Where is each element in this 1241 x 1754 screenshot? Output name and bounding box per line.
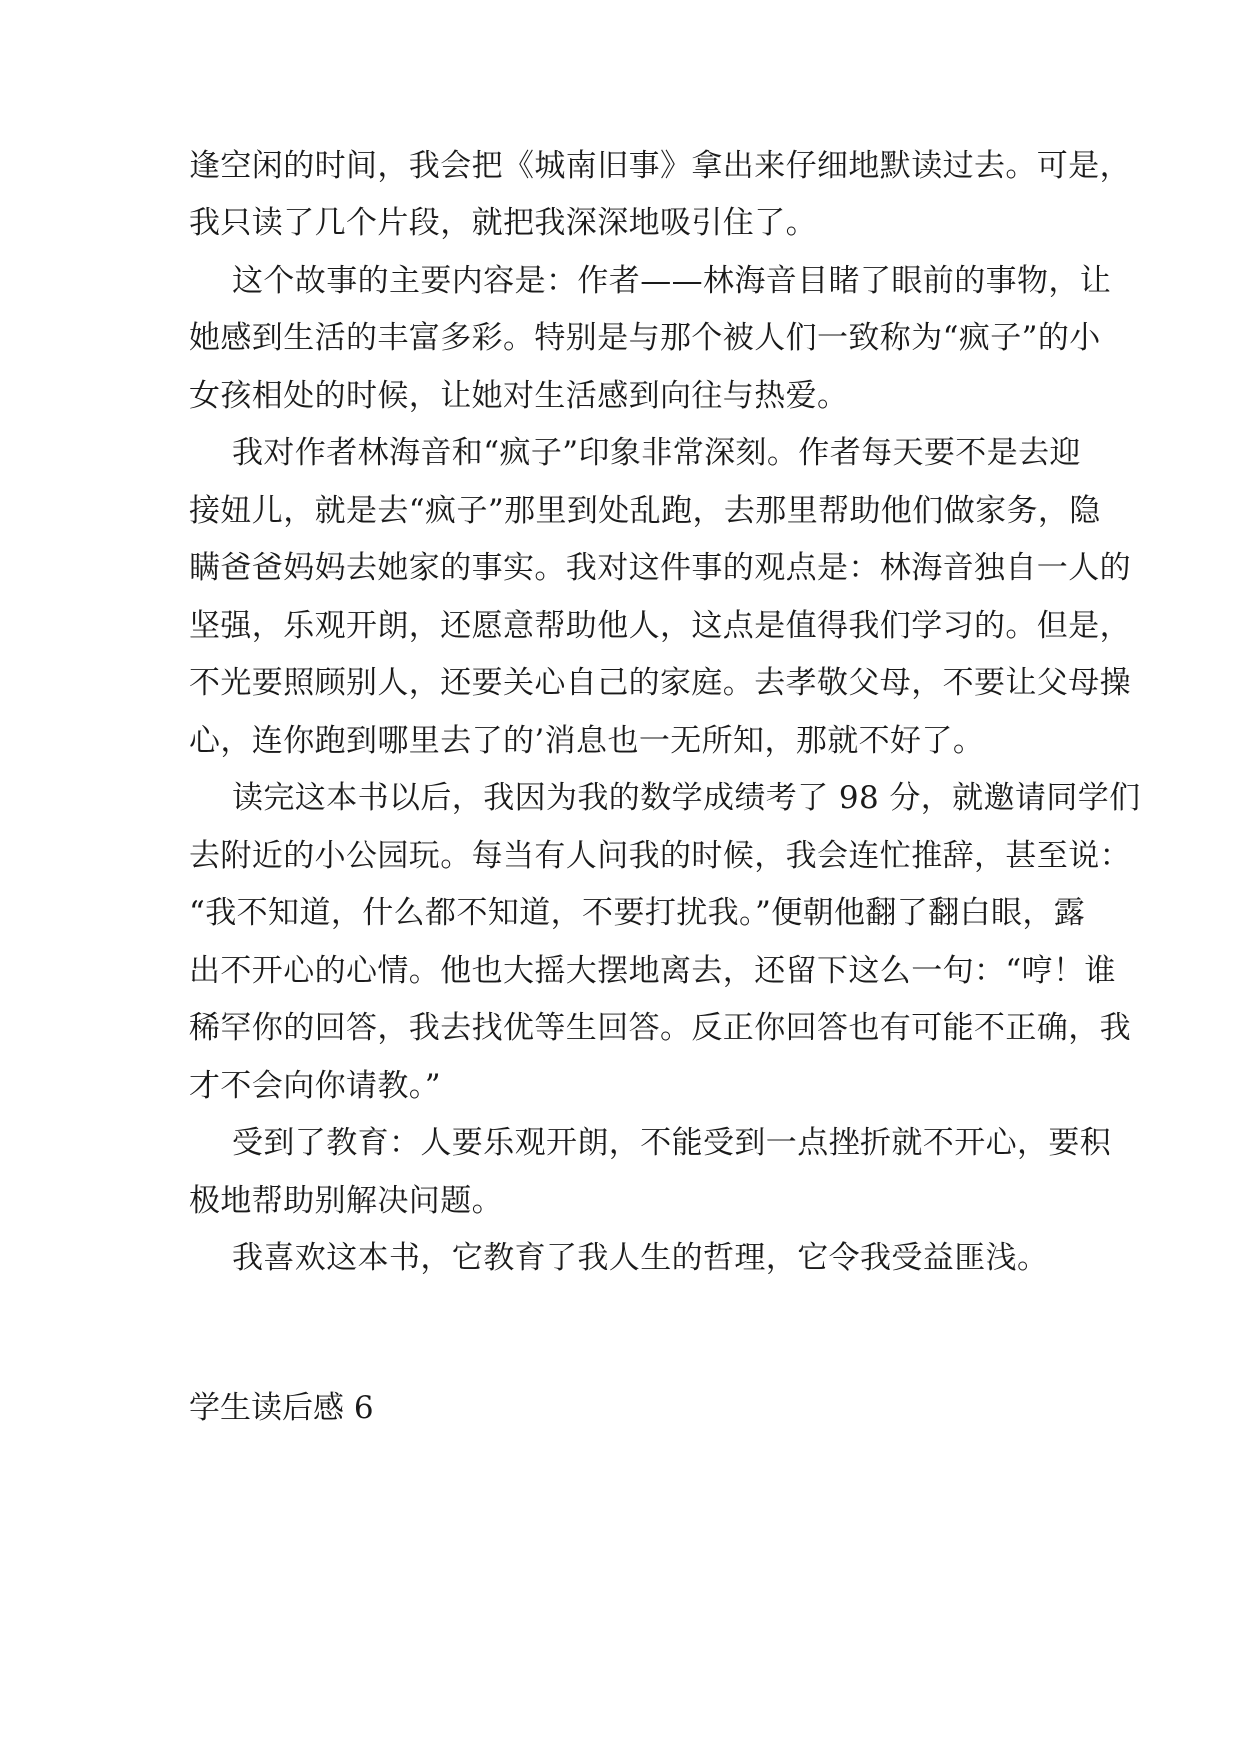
text-line: 读完这本书以后，我因为我的数学成绩考了 98 分，就邀请同学们 <box>232 780 1141 816</box>
section-heading: 学生读后感 6 <box>189 1390 374 1426</box>
text-line: “我不知道，什么都不知道，不要打扰我。”便朝他翻了翻白眼，露 <box>189 895 1086 931</box>
text-line: 这个故事的主要内容是：作者——林海音目睹了眼前的事物，让 <box>232 263 1112 299</box>
text-line: 出不开心的心情。他也大摇大摆地离去，还留下这么一句：“哼！谁 <box>189 953 1116 989</box>
text-line: 瞒爸爸妈妈去她家的事实。我对这件事的观点是：林海音独自一人的 <box>189 550 1131 586</box>
text-line: 心，连你跑到哪里去了的’消息也一无所知，那就不好了。 <box>189 723 985 759</box>
text-line: 不光要照顾别人，还要关心自己的家庭。去孝敬父母，不要让父母操 <box>189 665 1131 701</box>
text-line: 逢空闲的时间，我会把《城南旧事》拿出来仔细地默读过去。可是， <box>189 148 1131 184</box>
text-line: 我只读了几个片段，就把我深深地吸引住了。 <box>189 205 817 241</box>
text-line: 才不会向你请教。” <box>189 1068 441 1104</box>
text-line: 去附近的小公园玩。每当有人问我的时候，我会连忙推辞，甚至说： <box>189 838 1131 874</box>
text-line: 我喜欢这本书，它教育了我人生的哲理，它令我受益匪浅。 <box>232 1240 1049 1276</box>
text-line: 受到了教育：人要乐观开朗，不能受到一点挫折就不开心，要积 <box>232 1125 1112 1161</box>
text-line: 接妞儿，就是去“疯子”那里到处乱跑，去那里帮助他们做家务，隐 <box>189 493 1101 529</box>
text-line: 她感到生活的丰富多彩。特别是与那个被人们一致称为“疯子”的小 <box>189 320 1101 356</box>
text-line: 坚强，乐观开朗，还愿意帮助他人，这点是值得我们学习的。但是， <box>189 608 1131 644</box>
text-line: 我对作者林海音和“疯子”印象非常深刻。作者每天要不是去迎 <box>232 435 1081 471</box>
text-line: 女孩相处的时候，让她对生活感到向往与热爱。 <box>189 378 849 414</box>
text-line: 稀罕你的回答，我去找优等生回答。反正你回答也有可能不正确，我 <box>189 1010 1131 1046</box>
text-line: 极地帮助别解决问题。 <box>189 1183 503 1219</box>
